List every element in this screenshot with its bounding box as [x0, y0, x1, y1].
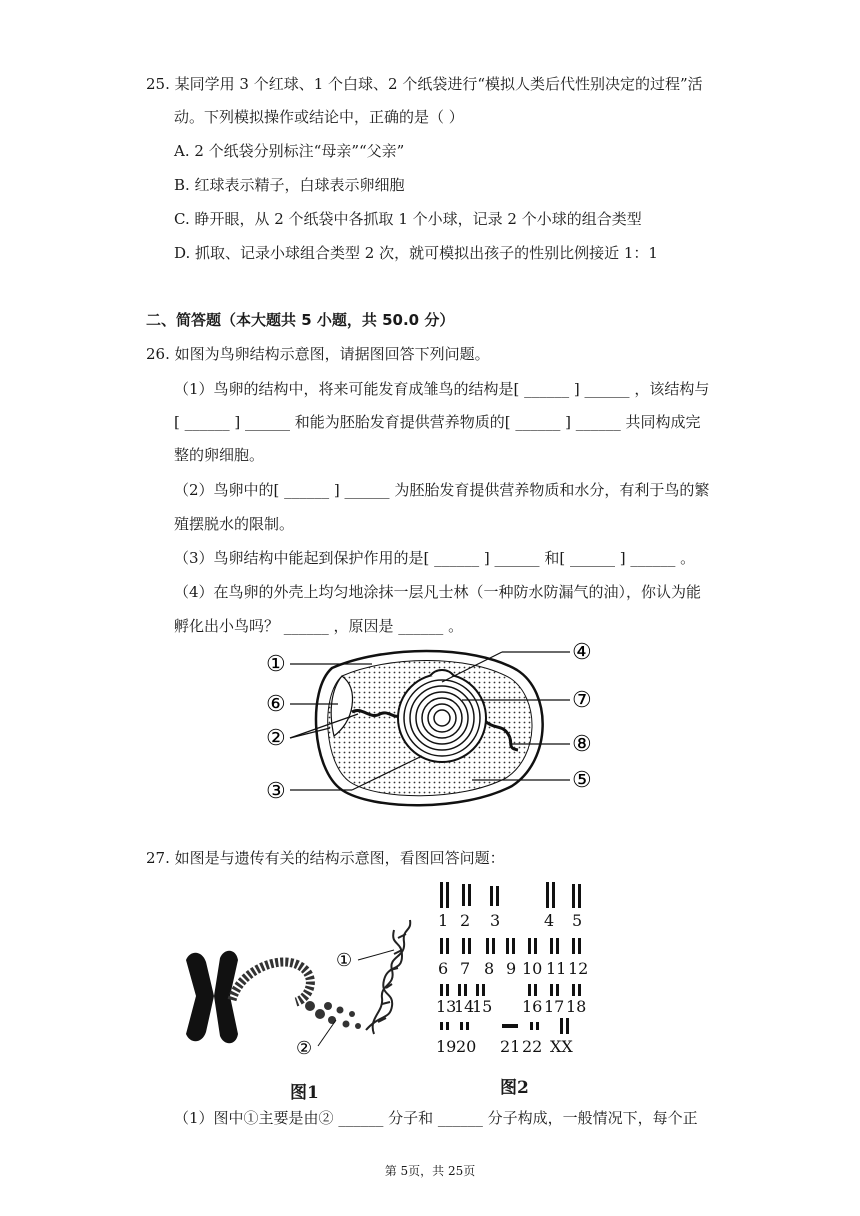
- karyo-num-10: 10: [522, 959, 543, 978]
- q27-part1-line1: （1）图中①主要是由② ______ 分子和 ______ 分子构成，一般情况下，每个正: [174, 1109, 698, 1127]
- q25-stem-line1: 25. 某同学用 3 个红球、1 个白球、2 个纸袋进行“模拟人类后代性别决定的过程”活: [146, 75, 703, 93]
- yolk: [398, 674, 486, 762]
- section-heading: 二、简答题（本大题共 5 小题，共 50.0 分）: [146, 311, 455, 329]
- q25-option-a: A. 2 个纸袋分别标注“母亲”“父亲”: [174, 142, 405, 160]
- karyo-num-16: 16: [522, 997, 543, 1016]
- chromosome-dna-diagram: [180, 910, 440, 1070]
- q25-stem-line2: 动。下列模拟操作或结论中，正确的是（ ）: [174, 108, 464, 126]
- fig1-marker-1: ①: [336, 950, 353, 971]
- q26-part4-line1: （4）在鸟卵的外壳上均匀地涂抹一层凡士林（一种防水防漏气的油），你认为能: [174, 583, 702, 601]
- q26-part1-line1: （1）鸟卵的结构中，将来可能发育成雏鸟的结构是[ ______ ] ______ ，该结构与: [174, 380, 710, 398]
- karyo-num-6: 6: [438, 959, 449, 978]
- karyo-num-21: 21: [500, 1037, 521, 1056]
- q26-part4-line2: 孵化出小鸟吗？ ______ ，原因是 ______ 。: [174, 617, 464, 635]
- coiled-chromatin: [232, 962, 310, 1002]
- dna-helix: [366, 920, 410, 1034]
- egg-label-6: ⑥: [266, 692, 286, 717]
- q26-part2-line2: 殖摆脱水的限制。: [174, 515, 295, 533]
- karyo-num-8: 8: [484, 959, 495, 978]
- fig1-label: 图1: [290, 1083, 319, 1103]
- karyo-num-1: 1: [438, 911, 449, 930]
- q25-option-c: C. 睁开眼，从 2 个纸袋中各抓取 1 个小球，记录 2 个小球的组合类型: [174, 210, 642, 228]
- q26-part1-line3: 整的卵细胞。: [174, 446, 265, 464]
- egg-label-1: ①: [266, 652, 286, 677]
- q26-intro: 26. 如图为鸟卵结构示意图，请据图回答下列问题。: [146, 345, 490, 363]
- egg-label-7: ⑦: [572, 688, 592, 713]
- egg-label-4: ④: [572, 640, 592, 665]
- q25-option-d: D. 抓取、记录小球组合类型 2 次，就可模拟出孩子的性别比例接近 1：1: [174, 244, 658, 262]
- karyo-num-12: 12: [568, 959, 589, 978]
- egg-label-3: ③: [266, 779, 286, 804]
- karyo-num-4: 4: [544, 911, 555, 930]
- egg-label-5: ⑤: [572, 768, 592, 793]
- karyo-num-15: 15: [472, 997, 493, 1016]
- page-footer: 第 5页，共 25页: [384, 1164, 476, 1178]
- q26-part3-line1: （3）鸟卵结构中能起到保护作用的是[ ______ ] ______ 和[ ______ ] ______ 。: [174, 549, 696, 567]
- karyo-num-9: 9: [506, 959, 517, 978]
- karyo-num-7: 7: [460, 959, 471, 978]
- karyo-num-3: 3: [490, 911, 501, 930]
- karyo-num-19: 19: [436, 1037, 457, 1056]
- q26-part2-line1: （2）鸟卵中的[ ______ ] ______ 为胚胎发育提供营养物质和水分，有利于鸟的繁: [174, 481, 710, 499]
- karyo-sex-chromosomes: XX: [550, 1037, 573, 1056]
- q27-intro: 27. 如图是与遗传有关的结构示意图，看图回答问题：: [146, 849, 505, 867]
- karyo-num-20: 20: [456, 1037, 477, 1056]
- karyo-num-17: 17: [544, 997, 565, 1016]
- fig2-label: 图2: [500, 1078, 529, 1098]
- karyo-num-22: 22: [522, 1037, 543, 1056]
- bird-egg-diagram: [262, 640, 602, 810]
- karyo-num-14: 14: [454, 997, 475, 1016]
- karyo-num-5: 5: [572, 911, 583, 930]
- egg-label-2: ②: [266, 726, 286, 751]
- karyo-num-11: 11: [546, 959, 567, 978]
- karyo-num-18: 18: [566, 997, 587, 1016]
- karyotype-diagram: [436, 876, 596, 1066]
- q25-option-b: B. 红球表示精子，白球表示卵细胞: [174, 176, 405, 194]
- egg-label-8: ⑧: [572, 732, 592, 757]
- karyo-num-13: 13: [436, 997, 457, 1016]
- fig1-marker-2: ②: [296, 1038, 313, 1059]
- karyo-num-2: 2: [460, 911, 471, 930]
- q26-part1-line2: [ ______ ] ______ 和能为胚胎发育提供营养物质的[ ______ ] ______ 共同构成完: [174, 413, 701, 431]
